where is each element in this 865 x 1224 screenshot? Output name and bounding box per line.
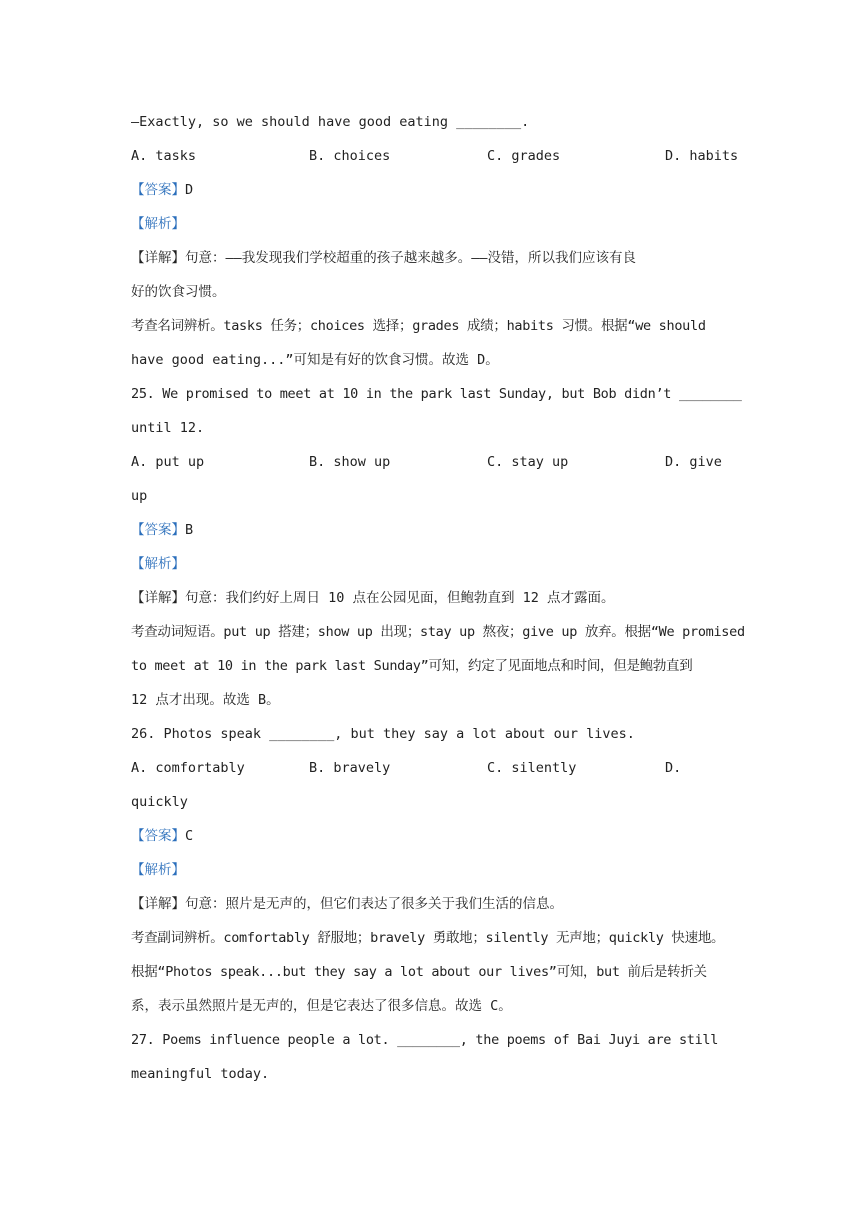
q25-detail-line-2: 考查动词短语。put up 搭建；show up 出现；stay up 熬夜；give up 放弃。根据“We promised	[131, 624, 745, 640]
q26-options	[131, 751, 735, 785]
q25-option-wrap: up	[131, 488, 148, 504]
q26-detail-line-3: 根据“Photos speak...but they say a lot about our lives”可知，but 前后是转折关	[131, 964, 707, 980]
q25-detail-line-4: 12 点才出现。故选 B。	[131, 692, 280, 708]
q25-option-d: D. give	[665, 454, 722, 470]
q24-detail-line-2: 好的饮食习惯。	[131, 284, 226, 300]
q26-analysis	[131, 853, 735, 887]
q25-stem-line-2: until 12.	[131, 420, 205, 436]
q25-answer-value: B	[185, 522, 194, 538]
answer-tag: 【答案】	[131, 522, 185, 538]
q25-options	[131, 445, 735, 479]
q24-answer	[131, 173, 735, 207]
q25-analysis	[131, 547, 735, 581]
q26-stem-line-1: 26. Photos speak ________, but they say a lot about our lives.	[131, 726, 635, 742]
q25-option-c: C. stay up	[487, 454, 569, 470]
q26-option-wrap: quickly	[131, 794, 188, 810]
q24-option-d: D. habits	[665, 148, 739, 164]
q26-detail-line-2: 考查副词辨析。comfortably 舒服地；bravely 勇敢地；silently 无声地；quickly 快速地。	[131, 930, 725, 946]
analysis-tag: 【解析】	[131, 862, 185, 878]
q25-option-a: A. put up	[131, 454, 205, 470]
answer-tag: 【答案】	[131, 828, 185, 844]
q24-option-b: B. choices	[309, 148, 391, 164]
q26-detail-text-1: 句意：照片是无声的，但它们表达了很多关于我们生活的信息。	[185, 896, 563, 912]
q27-stem-line-1: 27. Poems influence people a lot. ________, the poems of Bai Juyi are still	[131, 1032, 719, 1048]
q27-stem-line-2: meaningful today.	[131, 1066, 270, 1082]
q26-detail-line-4: 系，表示虽然照片是无声的，但是它表达了很多信息。故选 C。	[131, 998, 512, 1014]
q26-option-a: A. comfortably	[131, 760, 245, 776]
q24-option-c: C. grades	[487, 148, 561, 164]
q26-answer-value: C	[185, 828, 194, 844]
detail-tag: 【详解】	[131, 590, 185, 606]
answer-tag: 【答案】	[131, 182, 185, 198]
q24-detail-line-3: 考查名词辨析。tasks 任务；choices 选择；grades 成绩；habits 习惯。根据“we should	[131, 318, 706, 334]
analysis-tag: 【解析】	[131, 556, 185, 572]
q25-detail-text-1: 句意：我们约好上周日 10 点在公园见面，但鲍勃直到 12 点才露面。	[185, 590, 615, 606]
q26-option-c: C. silently	[487, 760, 577, 776]
q24-options	[131, 139, 739, 173]
q24-stem-line: —Exactly, so we should have good eating ________.	[131, 114, 530, 130]
q25-detail-line-1	[131, 581, 735, 615]
q24-analysis	[131, 207, 735, 241]
q24-detail-line-4: have good eating...”可知是有好的饮食习惯。故选 D。	[131, 352, 499, 368]
q25-answer	[131, 513, 735, 547]
q24-answer-value: D	[185, 182, 194, 198]
document-page	[131, 105, 745, 1091]
q26-option-b: B. bravely	[309, 760, 391, 776]
q25-stem-line-1: 25. We promised to meet at 10 in the park last Sunday, but Bob didn’t ________	[131, 386, 742, 402]
q26-option-d: D.	[665, 760, 682, 776]
q25-option-b: B. show up	[309, 454, 391, 470]
q24-detail-line-1	[131, 241, 735, 275]
q24-option-a: A. tasks	[131, 148, 197, 164]
detail-tag: 【详解】	[131, 250, 185, 266]
q24-detail-text-1: 句意：——我发现我们学校超重的孩子越来越多。——没错，所以我们应该有良	[185, 250, 637, 266]
analysis-tag: 【解析】	[131, 216, 185, 232]
detail-tag: 【详解】	[131, 896, 185, 912]
q26-answer	[131, 819, 735, 853]
q25-detail-line-3: to meet at 10 in the park last Sunday”可知，约定了见面地点和时间，但是鲍勃直到	[131, 658, 693, 674]
q26-detail-line-1	[131, 887, 735, 921]
